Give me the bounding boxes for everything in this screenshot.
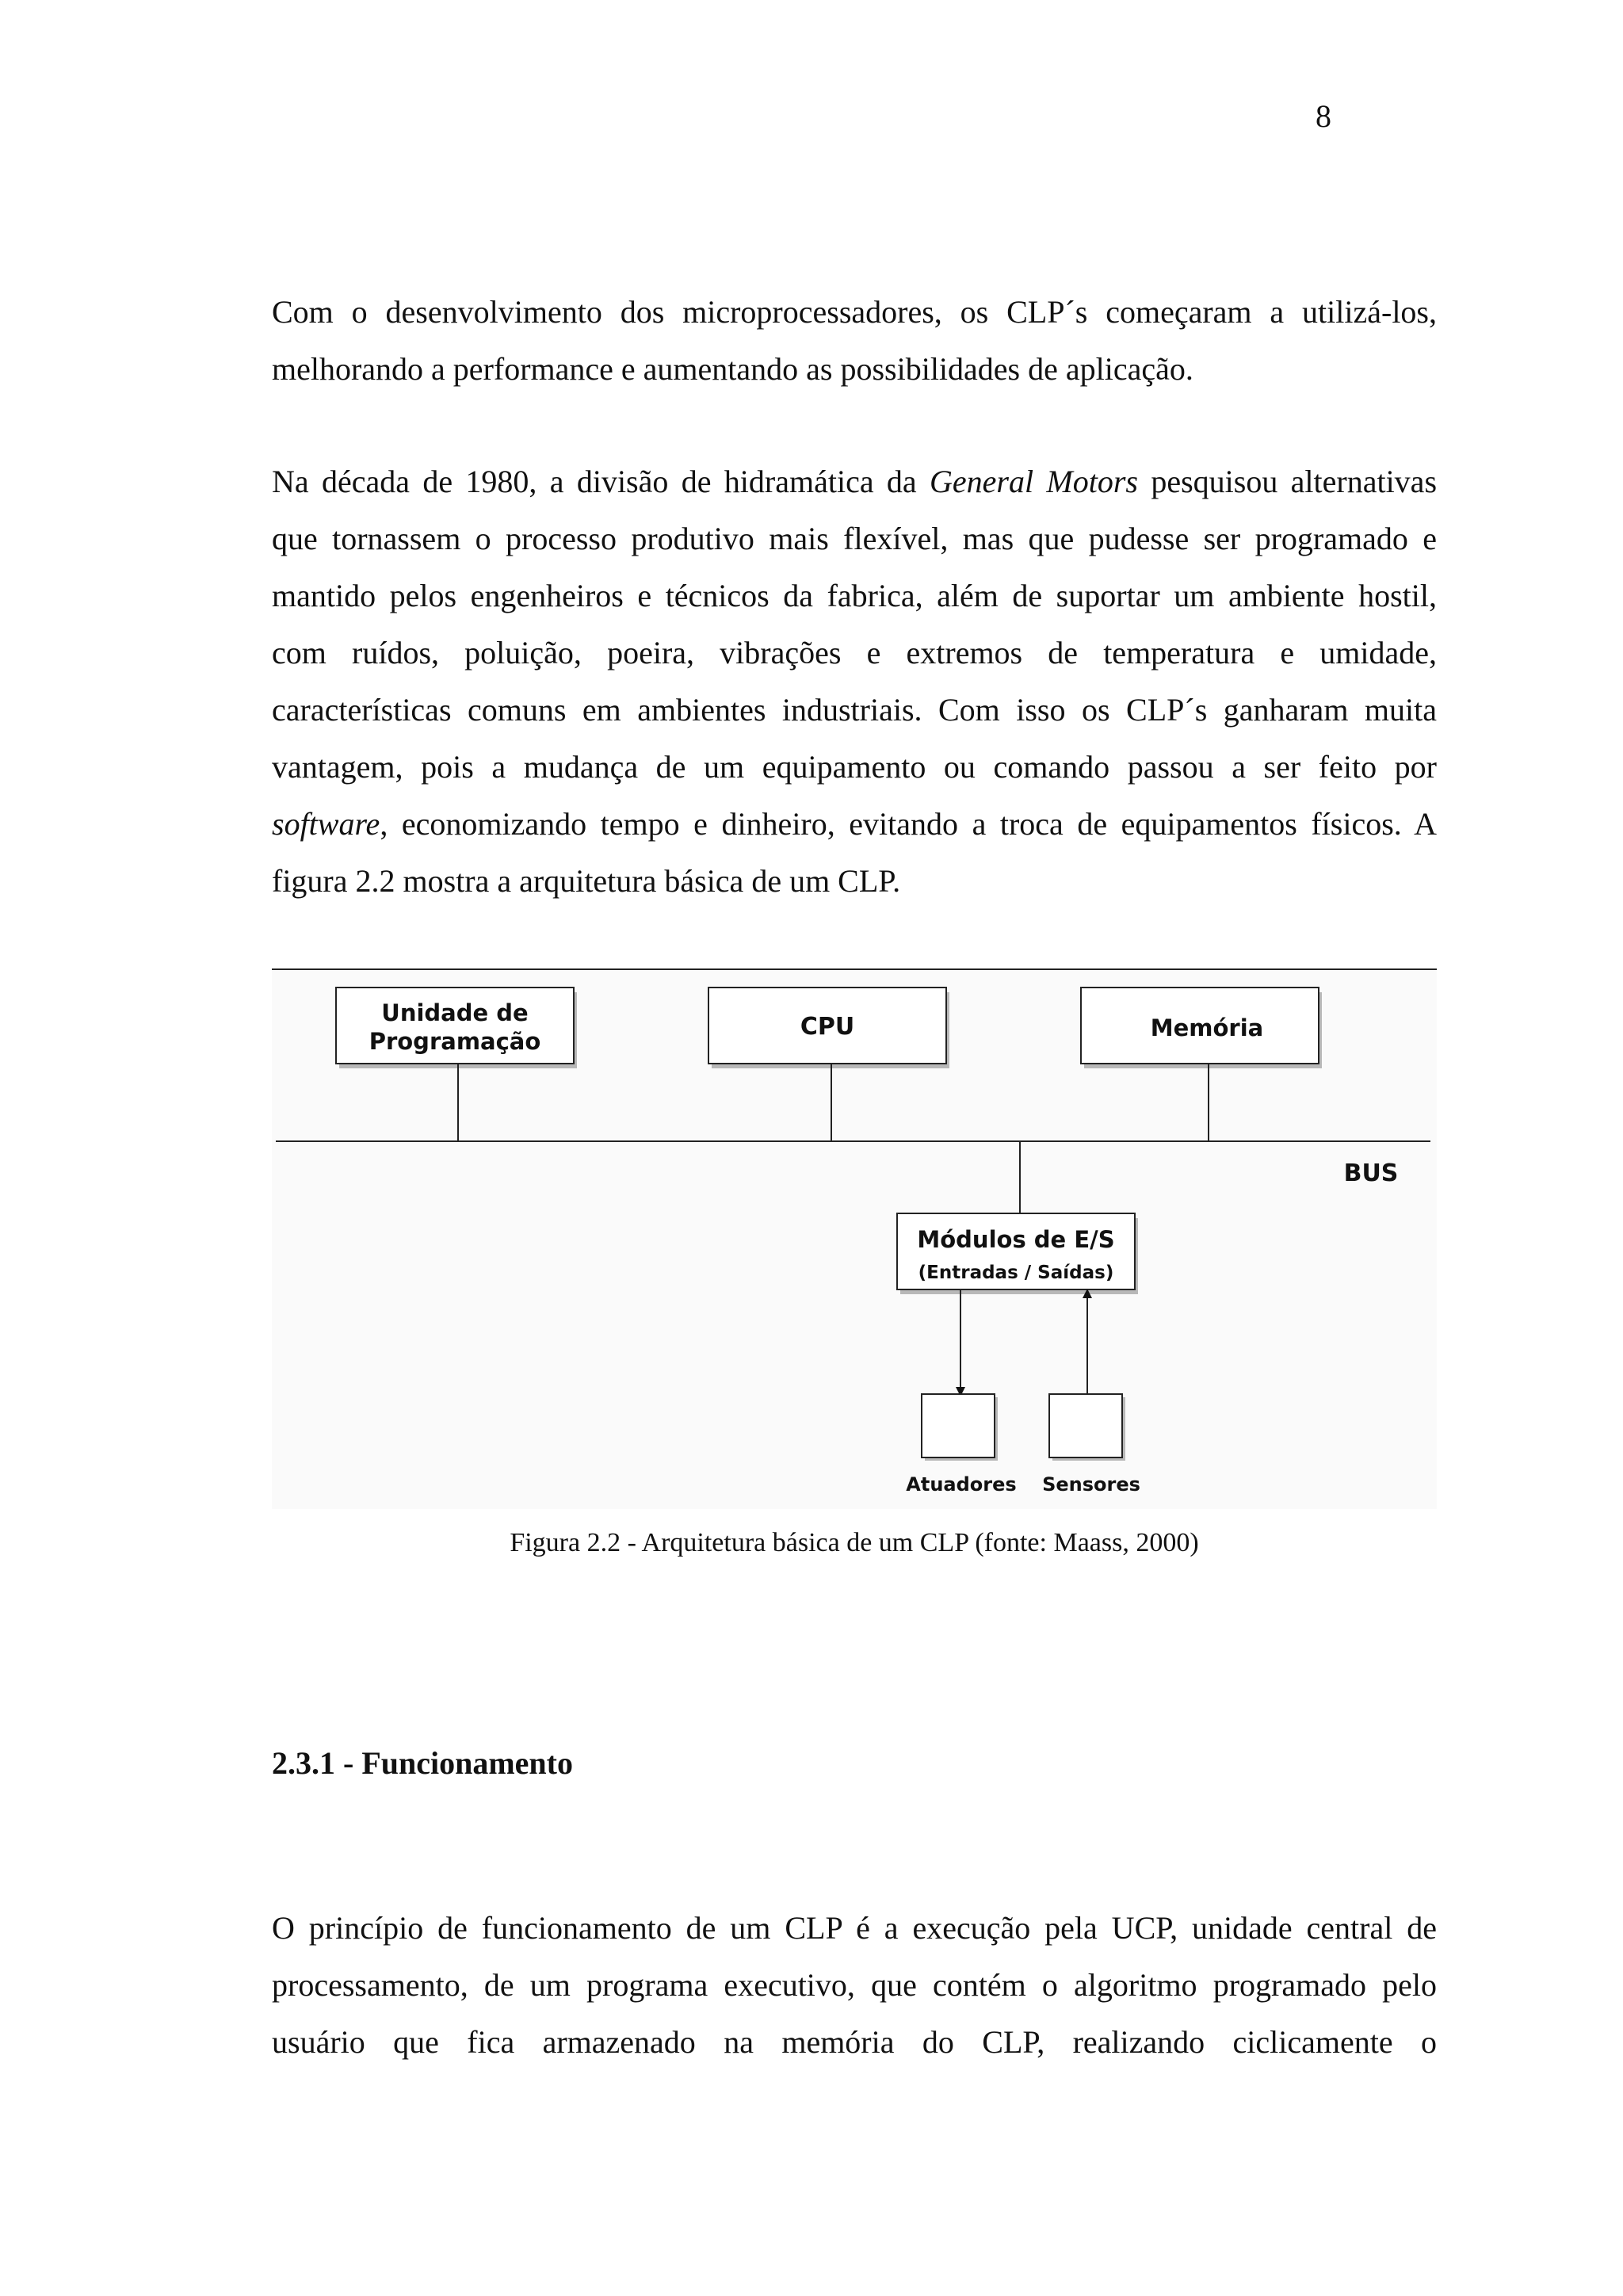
cpu-label: CPU — [800, 1013, 855, 1041]
programming-unit-label-1: Unidade de — [381, 999, 529, 1026]
text-run: , economizando tempo e dinheiro, evitando a troca de equipamentos físicos. A — [380, 806, 1437, 842]
memory-label: Memória — [1150, 1014, 1264, 1041]
figure-caption: Figura 2.2 - Arquitetura básica de um CLP (fonte: Maass, 2000) — [510, 1528, 1199, 1557]
sensors-box — [1049, 1394, 1122, 1457]
paragraph-2 — [272, 453, 1437, 910]
paragraph-1-line: melhorando a performance e aumentando as possibilidades de aplicação. — [272, 351, 1193, 387]
sensors-label: Sensores — [1042, 1473, 1140, 1496]
paragraph-2-line: com ruídos, poluição, poeira, vibrações e extremos de temperatura e umidade, — [272, 635, 1437, 670]
paragraph-3 — [272, 1900, 1437, 2071]
page-number: 8 — [1316, 98, 1331, 134]
paragraph-2-line: que tornassem o processo produtivo mais flexível, mas que pudesse ser programado e — [272, 521, 1437, 556]
paragraph-3-line: processamento, de um programa executivo, que contém o algoritmo programado pelo — [272, 1967, 1437, 2003]
paragraph-3-line: O princípio de funcionamento de um CLP é a execução pela UCP, unidade central de — [272, 1910, 1437, 1946]
italic-text: General Motors — [930, 464, 1138, 499]
actuators-box — [922, 1394, 995, 1457]
paragraph-3-line: usuário que fica armazenado na memória do CLP, realizando ciclicamente o — [272, 2024, 1437, 2060]
text-run: pesquisou alternativas — [1137, 464, 1438, 499]
programming-unit-label-2: Programação — [369, 1028, 541, 1055]
paragraph-2-line: mantido pelos engenheiros e técnicos da fabrica, além de suportar um ambiente hostil, — [272, 578, 1437, 613]
architecture-figure — [272, 968, 1437, 1509]
paragraph-2-line — [272, 796, 1437, 853]
actuators-label: Atuadores — [906, 1473, 1017, 1496]
io-modules-label-2: (Entradas / Saídas) — [918, 1263, 1114, 1283]
paragraph-2-line: vantagem, pois a mudança de um equipamento ou comando passou a ser feito por — [272, 749, 1437, 785]
paragraph-2-line: figura 2.2 mostra a arquitetura básica de um CLP. — [272, 863, 901, 899]
section-heading: 2.3.1 - Funcionamento — [272, 1745, 573, 1781]
io-modules-label-1: Módulos de E/S — [917, 1226, 1115, 1253]
bus-label: BUS — [1343, 1159, 1399, 1187]
italic-text: software — [272, 806, 380, 842]
paragraph-2-line: características comuns em ambientes industriais. Com isso os CLP´s ganharam muita — [272, 692, 1437, 728]
paragraph-2-line — [272, 453, 1437, 510]
paragraph-1 — [272, 284, 1437, 398]
paragraph-1-line: Com o desenvolvimento dos microprocessadores, os CLP´s começaram a utilizá-los, — [272, 294, 1437, 330]
text-run: Na década de 1980, a divisão de hidramática da — [272, 464, 930, 499]
architecture-diagram — [272, 970, 1437, 1509]
